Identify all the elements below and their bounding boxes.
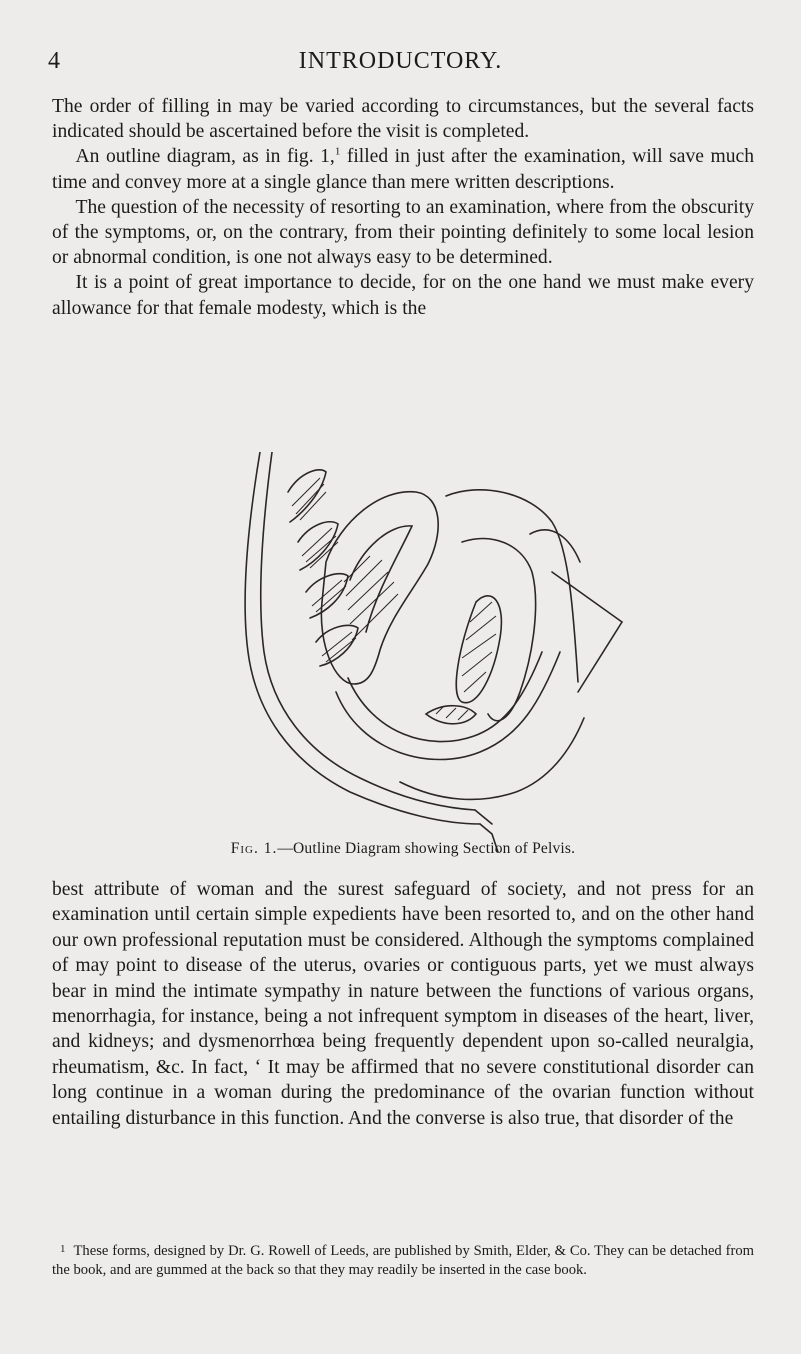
- page-number: 4: [48, 48, 61, 74]
- footnote-reference: 1: [334, 145, 341, 158]
- page-header: [48, 48, 753, 82]
- running-title: INTRODUCTORY.: [298, 48, 503, 74]
- figure-caption: [52, 840, 754, 858]
- body-text-bottom: [52, 877, 754, 1131]
- paragraph: The order of filling in may be varied according to circumstances, but the several facts indicated should be ascertained before the visit is completed.: [52, 96, 754, 143]
- footnote-text: These forms, designed by Dr. G. Rowell of Leeds, are published by Smith, Elder, & Co. They can be detached from the book, and are gummed at the back so that they may readily be inserted in the case book.: [52, 1243, 754, 1279]
- footnote-mark: 1: [60, 1243, 66, 1255]
- paragraph: [52, 144, 754, 194]
- footnote: [52, 1240, 754, 1281]
- paragraph: The question of the necessity of resorting to an examination, where from the obscurity of the symptoms, or, on the contrary, from their pointing definitely to some local lesion or abnormal condition, is one not always easy to be determined.: [52, 196, 754, 269]
- paragraph: It is a point of great importance to decide, for on the one hand we must make every allowance for that female modesty, which is the: [52, 272, 754, 319]
- body-text-top: [52, 94, 754, 321]
- text-span: filled in just after the examination, will save much time and convey more at a single glance than mere written descriptions.: [52, 146, 755, 193]
- paragraph: best attribute of woman and the surest safeguard of society, and not press for an examination until certain simple expedients have been resorted to, and on the other hand our own professional reputation must be considered. Although the symptoms complained of may point to disease of the uterus, ovaries or contiguous parts, yet we must always bear in mind the intimate sympathy in nature between the functions of various organs, menorrhagia, for instance, being a not infrequent symptom in diseases of the heart, liver, and kidneys; and dysmenorrhœa being frequently dependent upon so-called neuralgia, rheumatism, &c. In fact, ‘ It may be affirmed that no severe constitutional disorder can long continue in a woman during the predominance of the ovarian function without entailing disturbance in this function. And the converse is also true, that disorder of the: [52, 879, 754, 1129]
- figure-caption-text: —Outline Diagram showing Section of Pelvis.: [277, 840, 576, 857]
- figure-label: Fig. 1.: [230, 840, 278, 857]
- text-span: An outline diagram, as in fig. 1,: [75, 146, 335, 168]
- pelvis-section-diagram: [230, 452, 630, 852]
